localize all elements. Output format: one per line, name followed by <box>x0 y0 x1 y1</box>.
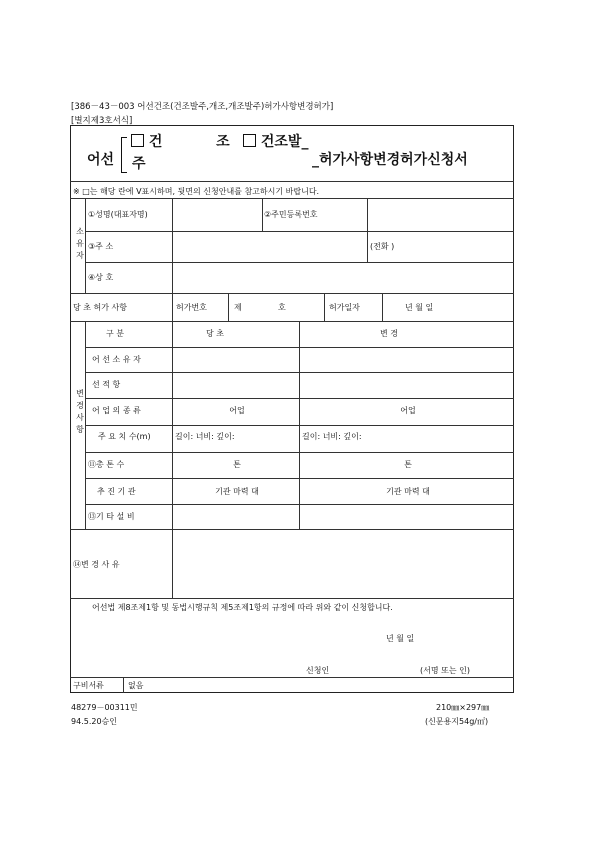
footer-form-number: 48279－00311민 <box>71 703 138 712</box>
title-option-1: 건 조 <box>131 131 230 151</box>
documents-value: 없음 <box>128 681 144 690</box>
row-label: ⑬기 타 설 비 <box>88 512 135 521</box>
application-statement: 어선법 제8조제1항 및 동법시행규칙 제5조제1항의 규정에 따라 위와 같이 신청합니다. <box>92 603 393 612</box>
permit-no-je: 제 <box>234 303 242 312</box>
title-option-2: 건조발_ <box>243 131 308 151</box>
permit-date-value: 년 월 일 <box>405 303 434 312</box>
footer-paper-type: (신문용지54g/㎡) <box>425 717 489 726</box>
phone-label: (전화 ) <box>370 242 395 251</box>
sign-date: 년 월 일 <box>386 634 415 643</box>
checkbox[interactable] <box>131 134 144 147</box>
owner-side-label: 소 유 자 <box>76 227 84 260</box>
footer-paper-size: 210㎜×297㎜ <box>436 703 490 712</box>
title-line2: 주 <box>132 156 146 172</box>
row-label: 선 적 항 <box>92 380 121 389</box>
instruction-note: ※ □는 해당 란에 V표시하며, 뒷면의 신청안내를 참고하시기 바랍니다. <box>73 187 320 196</box>
changes-side-label: 변 경 사 항 <box>76 389 84 434</box>
col-changed: 변 경 <box>380 329 398 338</box>
address-label: ③주 소 <box>88 242 114 251</box>
footer-approval: 94.5.20승인 <box>71 717 117 726</box>
col-category: 구 분 <box>106 329 124 338</box>
documents-label: 구비서류 <box>73 681 104 690</box>
row-label: 어 업 의 종 류 <box>92 406 141 415</box>
form-code: [386－43－003 어선건조(건조발주,개조,개조발주)허가사항변경허가] <box>71 102 334 112</box>
reason-label: ⑭변 경 사 유 <box>73 560 120 569</box>
row-original-value: 어업 <box>229 406 245 415</box>
row-changed-value: 기관 마력 대 <box>386 487 430 496</box>
title-suffix: _허가사항변경허가신청서 <box>312 152 468 168</box>
row-changed-value: 톤 <box>404 460 412 469</box>
permit-date-label: 허가일자 <box>329 303 360 312</box>
row-label: 어 선 소 유 자 <box>92 355 141 364</box>
col-original: 당 초 <box>206 329 224 338</box>
permit-no-ho: 호 <box>278 303 286 312</box>
row-original-value: 길이: 너비: 깊이: <box>175 432 235 441</box>
trade-name-label: ④상 호 <box>88 273 114 282</box>
row-changed-value: 어업 <box>400 406 416 415</box>
original-permit-label: 당 초 허가 사항 <box>73 303 127 312</box>
row-label: 주 요 치 수(m) <box>98 432 151 441</box>
row-original-value: 톤 <box>233 460 241 469</box>
permit-no-label: 허가번호 <box>176 303 207 312</box>
title-prefix: 어선 <box>87 152 115 168</box>
row-label: 추 진 기 관 <box>97 487 136 496</box>
row-changed-value: 길이: 너비: 깊이: <box>302 432 362 441</box>
title-bracket <box>121 137 127 173</box>
regno-label: ②주민등록번호 <box>264 210 318 219</box>
checkbox[interactable] <box>243 134 256 147</box>
name-label: ①성명(대표자명) <box>88 210 148 219</box>
annex-label: [별지제3호서식] <box>71 116 133 126</box>
row-original-value: 기관 마력 대 <box>215 487 259 496</box>
row-label: ⑪총 톤 수 <box>88 460 125 469</box>
signature-label: (서명 또는 인) <box>420 666 470 675</box>
applicant-label: 신청인 <box>306 666 330 675</box>
